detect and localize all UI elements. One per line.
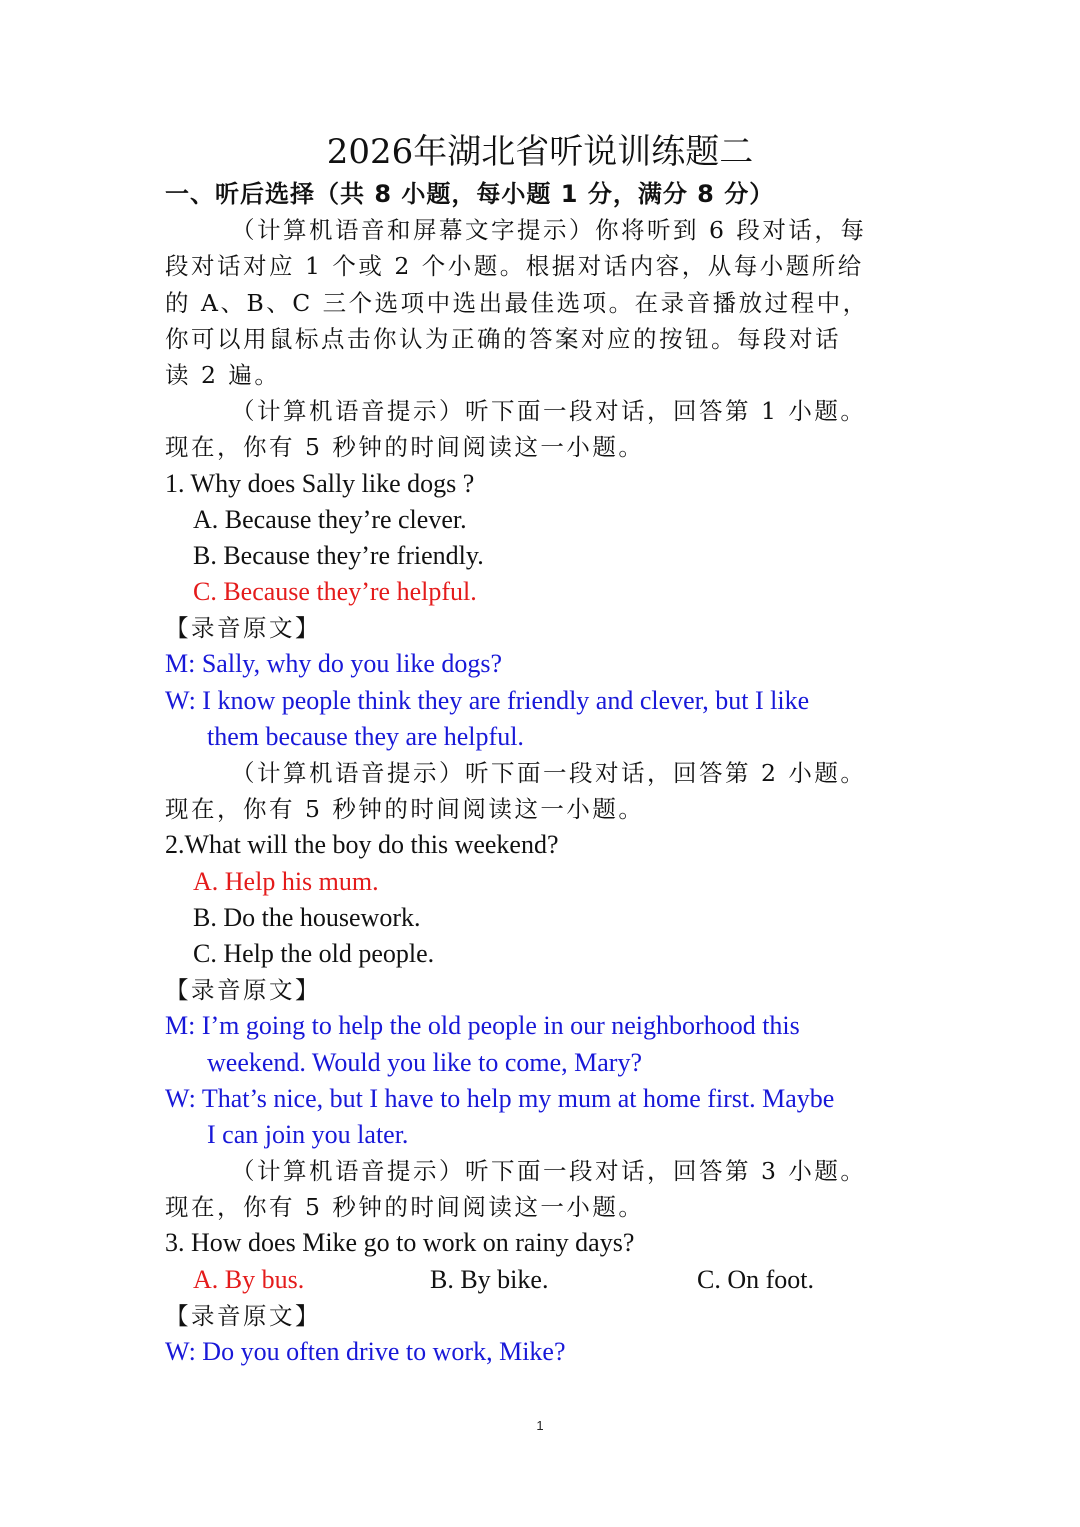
q3-prompt: 现在，你有 5 秒钟的时间阅读这一小题。 <box>165 1193 645 1222</box>
q2-option-c[interactable]: C. Help the old people. <box>193 938 435 968</box>
q3-option-a-answer[interactable]: A. By bus. <box>193 1264 305 1294</box>
q1-option-b[interactable]: B. Because they’re friendly. <box>193 540 484 570</box>
q2-option-b[interactable]: B. Do the housework. <box>193 902 421 932</box>
page-number: 1 <box>536 1418 544 1433</box>
q1-option-a[interactable]: A. Because they’re clever. <box>193 504 467 534</box>
q2-transcript-line: weekend. Would you like to come, Mary? <box>207 1047 642 1077</box>
q1-option-c-answer[interactable]: C. Because they’re helpful. <box>193 577 477 607</box>
q1-transcript-line: them because they are helpful. <box>207 721 524 751</box>
instruction-line: （计算机语音和屏幕文字提示）你将听到 6 段对话，每 <box>231 216 867 245</box>
page-content <box>165 128 925 1370</box>
q2-transcript-line: M: I’m going to help the old people in our neighborhood this <box>165 1011 800 1041</box>
recording-label: 【录音原文】 <box>165 976 321 1005</box>
q3-options-row <box>165 1262 925 1298</box>
recording-label: 【录音原文】 <box>165 614 321 643</box>
document-title: 2026年湖北省听说训练题二 <box>326 132 754 172</box>
q2-transcript-line: W: That’s nice, but I have to help my mum at home first. Maybe <box>165 1083 835 1113</box>
instruction-line: 读 2 遍。 <box>165 360 281 389</box>
instruction-line: 段对话对应 1 个或 2 个小题。根据对话内容，从每小题所给 <box>165 252 864 281</box>
q1-prompt: （计算机语音提示）听下面一段对话，回答第 1 小题。 <box>231 397 867 426</box>
q3-transcript-line: W: Do you often drive to work, Mike? <box>165 1337 566 1366</box>
q1-prompt: 现在，你有 5 秒钟的时间阅读这一小题。 <box>165 433 645 462</box>
q2-option-a-answer[interactable]: A. Help his mum. <box>193 866 379 896</box>
q3-option-b[interactable]: B. By bike. <box>430 1264 549 1294</box>
q2-prompt: 现在，你有 5 秒钟的时间阅读这一小题。 <box>165 795 645 824</box>
q1-transcript-line: W: I know people think they are friendly and clever, but I like <box>165 685 810 715</box>
q2-question: 2.What will the boy do this weekend? <box>165 830 559 860</box>
recording-label: 【录音原文】 <box>165 1301 321 1330</box>
q2-prompt: （计算机语音提示）听下面一段对话，回答第 2 小题。 <box>231 759 867 787</box>
q3-option-c[interactable]: C. On foot. <box>697 1264 814 1294</box>
section-heading: 一、听后选择（共 8 小题，每小题 1 分，满分 8 分） <box>165 180 775 208</box>
q2-transcript-line: I can join you later. <box>207 1119 409 1149</box>
instruction-line: 你可以用鼠标点击你认为正确的答案对应的按钮。每段对话 <box>165 324 841 353</box>
instruction-line: 的 A、B、C 三个选项中选出最佳选项。在录音播放过程中， <box>165 288 869 317</box>
q3-prompt: （计算机语音提示）听下面一段对话，回答第 3 小题。 <box>231 1157 867 1186</box>
q1-transcript-line: M: Sally, why do you like dogs? <box>165 649 503 679</box>
q3-question: 3. How does Mike go to work on rainy days? <box>165 1228 635 1258</box>
q1-question: 1. Why does Sally like dogs ? <box>165 468 475 498</box>
